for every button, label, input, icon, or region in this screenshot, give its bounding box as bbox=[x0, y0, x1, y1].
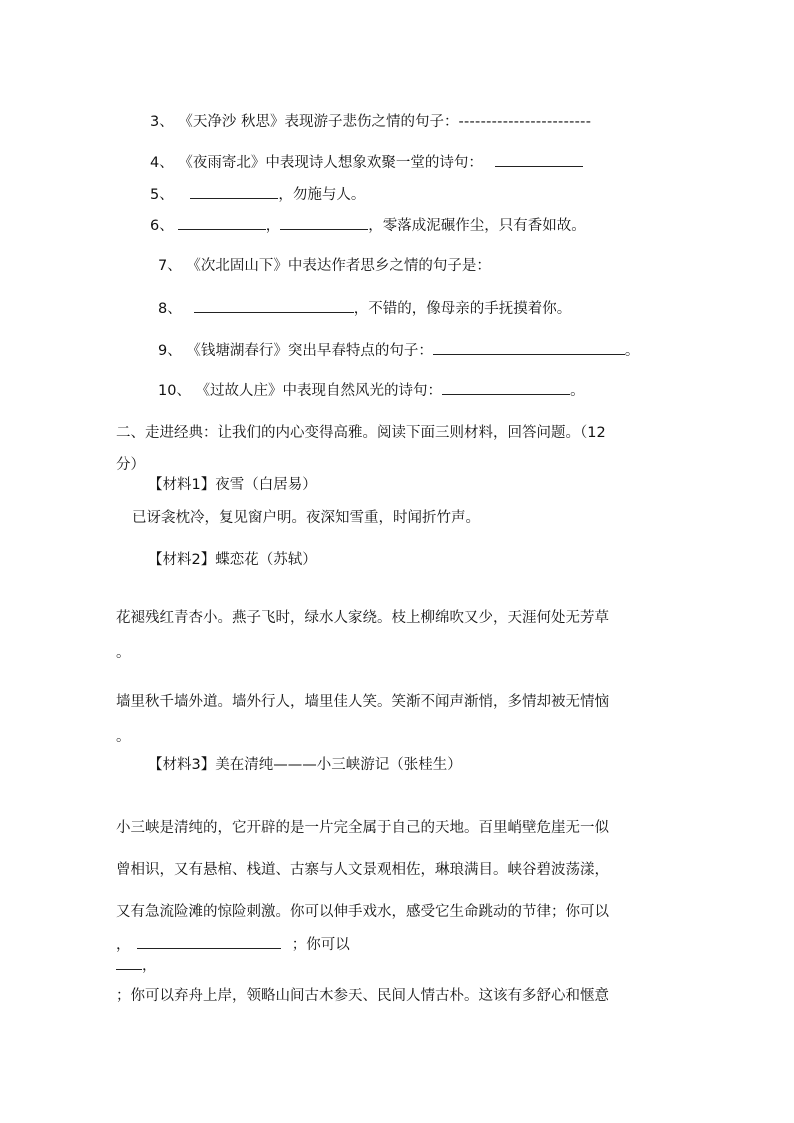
line-start: ， bbox=[116, 937, 131, 953]
question-number: 3、 bbox=[150, 114, 174, 130]
answer-blank[interactable] bbox=[178, 215, 266, 230]
question-text: 《次北固山下》中表达作者思乡之情的句子是： bbox=[186, 258, 491, 274]
question-number: 9、 bbox=[158, 343, 182, 359]
material-2-title: 【材料2】蝶恋花（苏轼） bbox=[148, 552, 317, 568]
material-3-line5 bbox=[116, 955, 157, 976]
question-4 bbox=[150, 152, 583, 173]
question-6 bbox=[150, 215, 586, 236]
question-text: ，勿施与人。 bbox=[278, 187, 366, 203]
question-7 bbox=[158, 256, 491, 276]
material-3-line1: 小三峡是清纯的，它开辟的是一片完全属于自己的天地。百里峭壁危崖无一似 bbox=[116, 820, 609, 836]
answer-blank[interactable] bbox=[495, 152, 583, 167]
question-text: 《天净沙 秋思》表现游子悲伤之情的句子： bbox=[178, 114, 459, 130]
material-3-line6: ；你可以弃舟上岸，领略山间古木参天、民间人情古朴。这该有多舒心和惬意 bbox=[116, 988, 609, 1004]
material-2-line1-end: 。 bbox=[116, 645, 131, 661]
material-3-line2: 曾相识，又有悬棺、栈道、古寨与人文景观相佐，琳琅满目。峡谷碧波荡漾， bbox=[116, 862, 609, 878]
question-number: 8、 bbox=[158, 301, 182, 317]
answer-blank[interactable] bbox=[137, 934, 281, 949]
question-9 bbox=[158, 340, 639, 361]
answer-blank[interactable] bbox=[280, 215, 368, 230]
question-number: 4、 bbox=[150, 155, 174, 171]
section-2-heading: 二、走进经典：让我们的内心变得高雅。阅读下面三则材料，回答问题。（12 bbox=[116, 425, 606, 441]
question-end: 。 bbox=[624, 343, 640, 359]
line-end: ；你可以 bbox=[291, 937, 350, 953]
question-text: ，零落成泥碾作尘，只有香如故。 bbox=[368, 218, 586, 234]
question-text: 《钱塘湖春行》突出早春特点的句子： bbox=[186, 343, 433, 359]
answer-dashes: ------------------------ bbox=[458, 114, 592, 130]
section-2-heading-cont: 分） bbox=[116, 457, 145, 473]
material-3-title: 【材料3】美在清纯———小三峡游记（张桂生） bbox=[148, 757, 462, 773]
material-3-line4 bbox=[116, 934, 350, 955]
question-number: 5、 bbox=[150, 187, 174, 203]
question-3 bbox=[150, 112, 591, 132]
question-5 bbox=[150, 184, 365, 205]
question-number: 10、 bbox=[158, 383, 191, 399]
question-end: 。 bbox=[570, 383, 585, 399]
material-2-line2-end: 。 bbox=[116, 729, 131, 745]
answer-blank[interactable] bbox=[433, 340, 625, 355]
question-text: 《夜雨寄北》中表现诗人想象欢聚一堂的诗句： bbox=[178, 155, 483, 171]
question-text: ，不错的，像母亲的手抚摸着你。 bbox=[353, 301, 572, 317]
question-10 bbox=[158, 380, 585, 401]
material-3-line3: 又有急流险滩的惊险刺激。你可以伸手戏水，感受它生命跳动的节律；你可以 bbox=[116, 904, 609, 920]
question-text: 《过故人庄》中表现自然风光的诗句： bbox=[195, 383, 443, 399]
separator: ， bbox=[265, 218, 281, 234]
material-1-title: 【材料1】夜雪（白居易） bbox=[148, 477, 317, 493]
material-2-line1: 花褪残红青杏小。燕子飞时，绿水人家绕。枝上柳绵吹又少，天涯何处无芳草 bbox=[116, 610, 609, 626]
answer-blank[interactable] bbox=[442, 380, 570, 395]
question-8 bbox=[158, 298, 571, 319]
answer-blank[interactable] bbox=[116, 955, 142, 970]
material-2-line2: 墙里秋千墙外道。墙外行人，墙里佳人笑。笑渐不闻声渐悄，多情却被无情恼 bbox=[116, 694, 609, 710]
answer-blank[interactable] bbox=[194, 298, 354, 313]
line-end: ， bbox=[142, 958, 157, 974]
question-number: 7、 bbox=[158, 258, 182, 274]
material-1-text: 已讶衾枕冷，复见窗户明。夜深知雪重，时闻折竹声。 bbox=[132, 510, 480, 526]
answer-blank[interactable] bbox=[190, 184, 278, 199]
question-number: 6、 bbox=[150, 218, 174, 234]
